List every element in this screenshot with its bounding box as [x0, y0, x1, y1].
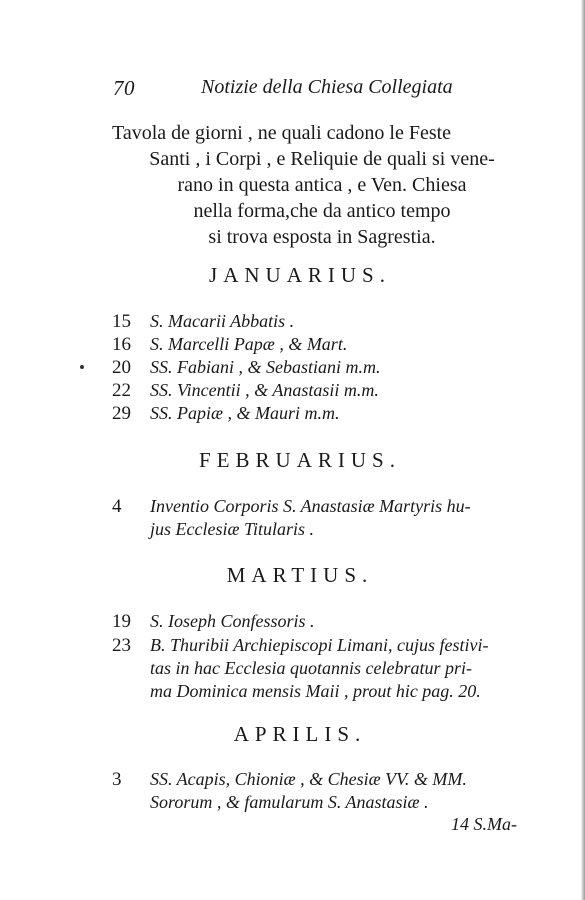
entry-day: 23 [112, 635, 131, 656]
running-head [113, 76, 468, 104]
intro-line: Tavola de giorni , ne quali cadono le Feste [112, 122, 452, 144]
calendar-entry [112, 634, 552, 703]
entry-text: S. Macarii Abbatis . [150, 311, 295, 331]
catchword: 14 S.Ma- [451, 814, 517, 834]
calendar-entry [112, 333, 552, 356]
month-heading-januarius: JANUARIUS. [209, 263, 391, 287]
entry-text: SS. Vincentii , & Anastasii m.m. [150, 380, 379, 400]
running-title: Notizie della Chiesa Collegiata [201, 76, 453, 98]
entry-text: SS. Fabiani , & Sebastiani m.m. [150, 357, 381, 377]
entry-text: S. Ioseph Confessoris . [150, 611, 315, 631]
entry-text: SS. Papiæ , & Mauri m.m. [150, 403, 340, 423]
calendar-entry [112, 402, 552, 425]
intro-line: nella forma,che da antico tempo [193, 200, 451, 222]
month-heading-februarius: FEBRUARIUS. [199, 448, 401, 472]
entry-day: 19 [112, 611, 131, 632]
entry-day: 20 [112, 357, 131, 378]
entry-text-continued: tas in hac Ecclesia quotannis celebratur pri- [150, 658, 472, 678]
entry-text: Inventio Corporis S. Anastasiæ Martyris hu- [150, 496, 471, 516]
entry-text: S. Marcelli Papæ , & Mart. [150, 334, 348, 354]
entry-text-continued: ma Dominica mensis Maii , prout hic pag. 20. [150, 681, 481, 701]
calendar-entry [112, 356, 552, 379]
entry-day: 16 [112, 334, 131, 355]
entry-day: 22 [112, 380, 131, 401]
month-heading-martius: MARTIUS. [226, 563, 374, 587]
intro-line: rano in questa antica , e Ven. Chiesa [177, 174, 467, 196]
entry-day: 3 [112, 769, 122, 790]
intro-line: Santi , i Corpi , e Reliquie de quali si vene- [149, 148, 495, 170]
entry-day: 4 [112, 496, 122, 517]
calendar-entry [112, 610, 552, 633]
ink-speck [80, 365, 84, 369]
calendar-entry [112, 768, 552, 814]
calendar-entry [112, 310, 552, 333]
intro-paragraph [112, 120, 532, 250]
page-number: 70 [113, 76, 135, 100]
intro-line: si trova esposta in Sagrestia. [208, 226, 436, 248]
entry-text-continued: Sororum , & famularum S. Anastasiæ . [150, 792, 429, 812]
entry-day: 29 [112, 403, 131, 424]
month-heading-aprilis: APRILIS. [233, 722, 367, 746]
calendar-entry [112, 495, 552, 541]
calendar-entry [112, 379, 552, 402]
entry-text: SS. Acapis, Chioniæ , & Chesiæ VV. & MM. [150, 769, 467, 789]
entry-text: B. Thuribii Archiepiscopi Limani, cujus festivi- [150, 635, 489, 655]
entry-text-continued: jus Ecclesiæ Titularis . [150, 519, 315, 539]
entry-day: 15 [112, 311, 131, 332]
page-edge-shadow [581, 0, 585, 900]
